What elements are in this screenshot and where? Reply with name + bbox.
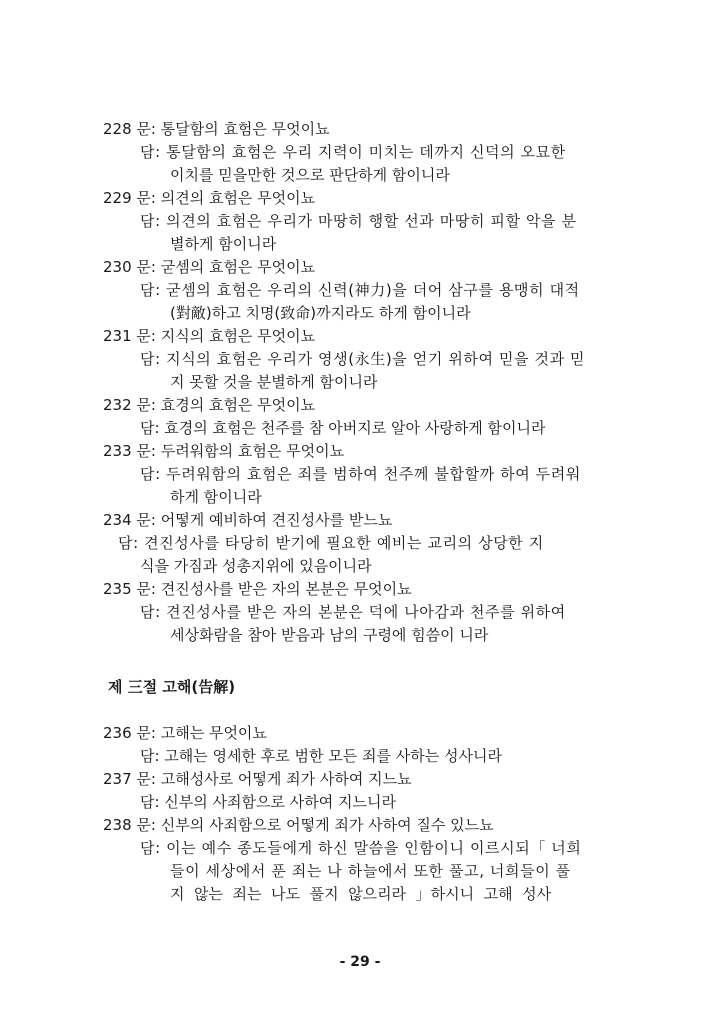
question-233: 233 문: 두려워함의 효험은 무엇이뇨 bbox=[103, 442, 345, 460]
question-229: 229 문: 의견의 효험은 무엇이뇨 bbox=[103, 189, 316, 207]
answer-234-cont: 식을 가짐과 성총지위에 있음이니라 bbox=[140, 557, 372, 575]
answer-230-cont: (對敵)하고 치명(致命)까지라도 하게 함이니라 bbox=[170, 304, 471, 322]
question-228: 228 문: 통달함의 효험은 무엇이뇨 bbox=[103, 120, 330, 138]
answer-228-cont: 이치를 믿을만한 것으로 판단하게 함이니라 bbox=[170, 166, 450, 184]
answer-237: 담: 신부의 사죄함으로 사하여 지느니라 bbox=[140, 793, 396, 811]
answer-234: 담: 견진성사를 타당히 받기에 필요한 예비는 교리의 상당한 지 bbox=[118, 534, 544, 552]
answer-231-cont: 지 못할 것을 분별하게 함이니라 bbox=[170, 373, 378, 391]
answer-233-cont: 하게 함이니라 bbox=[170, 488, 262, 506]
answer-232: 담: 효경의 효험은 천주를 참 아버지로 알아 사랑하게 함이니라 bbox=[140, 419, 546, 437]
question-231: 231 문: 지식의 효험은 무엇이뇨 bbox=[103, 327, 316, 345]
question-234: 234 문: 어떻게 예비하여 견진성사를 받느뇨 bbox=[103, 511, 393, 529]
answer-231: 담: 지식의 효험은 우리가 영생(永生)을 얻기 위하여 믿을 것과 믿 bbox=[140, 350, 586, 368]
question-237: 237 문: 고해성사로 어떻게 죄가 사하여 지느뇨 bbox=[103, 770, 412, 788]
answer-233: 담: 두려워함의 효험은 죄를 범하여 천주께 불합할까 하여 두려워 bbox=[140, 465, 581, 483]
answer-229: 담: 의견의 효험은 우리가 마땅히 행할 선과 마땅히 피할 악을 분 bbox=[140, 212, 577, 230]
section-heading: 제 三절 고해(告解) bbox=[108, 678, 236, 696]
answer-229-cont: 별하게 함이니라 bbox=[170, 235, 277, 253]
answer-235-cont: 세상화람을 참아 받음과 남의 구령에 힘씀이 니라 bbox=[170, 626, 489, 644]
question-232: 232 문: 효경의 효험은 무엇이뇨 bbox=[103, 396, 316, 414]
question-236: 236 문: 고해는 무엇이뇨 bbox=[103, 724, 267, 742]
answer-228: 담: 통달함의 효험은 우리 지력이 미치는 데까지 신덕의 오묘한 bbox=[140, 143, 566, 161]
answer-230: 담: 굳셈의 효험은 우리의 신력(神力)을 더어 삼구를 용맹히 대적 bbox=[140, 281, 580, 299]
question-230: 230 문: 굳셈의 효험은 무엇이뇨 bbox=[103, 258, 316, 276]
question-235: 235 문: 견진성사를 받은 자의 본분은 무엇이뇨 bbox=[103, 580, 412, 598]
answer-238-cont-1: 들이 세상에서 푼 죄는 나 하늘에서 또한 풀고, 너희들이 풀 bbox=[170, 862, 571, 880]
answer-238-cont-2: 지 않는 죄는 나도 풀지 않으리라 」하시니 고해 성사 bbox=[170, 885, 552, 903]
answer-235: 담: 견진성사를 받은 자의 본분은 덕에 나아감과 천주를 위하여 bbox=[140, 603, 566, 621]
page-number: - 29 - bbox=[339, 954, 381, 970]
answer-238: 담: 이는 예수 종도들에게 하신 말씀을 인함이니 이르시되「 너희 bbox=[140, 839, 582, 857]
answer-236: 담: 고해는 영세한 후로 범한 모든 죄를 사하는 성사니라 bbox=[140, 747, 502, 765]
question-238: 238 문: 신부의 사죄함으로 어떻게 죄가 사하여 질수 있느뇨 bbox=[103, 816, 494, 834]
